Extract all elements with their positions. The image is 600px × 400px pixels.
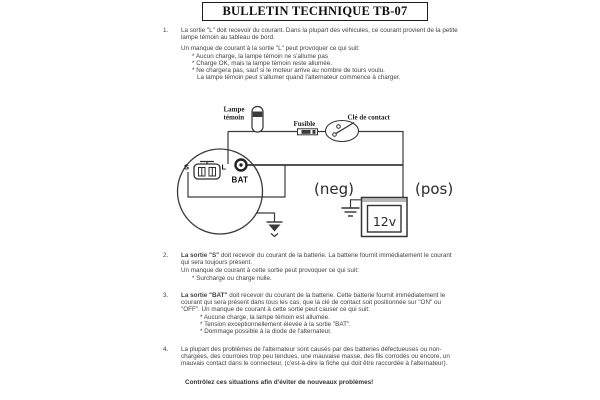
bullet-line: * Ne chargera pas, sauf si le moteur arrive au nombre de tours voulu.	[192, 67, 385, 75]
item-number: 1.	[163, 27, 169, 34]
wire-battery-ground	[351, 200, 363, 208]
item-paragraph: Un manque de courant à la sortie "L" peut provoquer ce qui suit:	[181, 45, 360, 53]
bat-terminal-label: BAT	[231, 175, 249, 185]
stator-connector	[194, 162, 220, 180]
terminal-s-label: S	[184, 162, 190, 172]
list-item-3	[163, 292, 458, 335]
indicator-lamp-icon	[252, 107, 263, 133]
item-body	[181, 27, 458, 81]
item-number: 3.	[163, 292, 169, 299]
item-lead-rest: doit recevoir du courant de la batterie. La batterie fournit immédiatement le courant qui sera toujours présent.	[181, 252, 452, 267]
item-paragraph	[181, 292, 458, 314]
bullet-list	[181, 53, 458, 82]
battery-voltage-label: 12v	[372, 214, 397, 229]
bullet-line: * Charge OK, mais la lampe témoin reste allumée.	[192, 59, 332, 67]
ignition-switch-label: Clé de contact	[347, 113, 390, 122]
fuse-icon	[298, 129, 318, 135]
item-body	[181, 252, 458, 282]
bullet-line: * Dommage possible à la diode de l'alternateur.	[200, 328, 332, 336]
lamp-label-line1: Lampe	[223, 105, 245, 114]
bullet-list	[181, 314, 458, 336]
alternator-ground-icon	[267, 222, 283, 237]
item-paragraph: La plupart des problèmes de l'alternateur sont causés par des batteries défectueuses ou non-chargées, des courroies trop peu tendues, une mauvaise masse, des fils corrodés ou encore, un mauvais contact dans le connecteur, (c'est-à-dire la fiche qui doit être raccordée à l'alternateur).	[181, 346, 450, 368]
item-body	[181, 292, 458, 335]
alternator-circle	[178, 149, 263, 234]
bullet-line: * Surcharge ou charge nulle.	[192, 274, 272, 282]
bullet-line: * Tension exceptionnellement élevée à la sortie "BAT".	[200, 320, 351, 328]
bat-terminal	[236, 160, 247, 171]
item-paragraph: Un manque de courant à cette sortie peut provoquer ce qui suit:	[181, 267, 359, 275]
pos-label: (pos)	[415, 180, 454, 198]
bulletin-title: BULLETIN TECHNIQUE TB-07	[222, 4, 408, 18]
item-lead-rest: doit recevoir du courant de la batterie. Cette batterie fournit immédiatement le courant qui sera présent dans tous les cas, que la clé de contact soit positionnée sur "ON" ou "OFF". Un manque de courant à cette sortie peut causer ce qui suit:	[181, 292, 446, 314]
item-number: 4.	[163, 346, 169, 353]
battery-ground-icon	[342, 208, 360, 216]
note-line: La lampe témoin peut s'allumer quand l'alternateur commence à charger.	[197, 74, 401, 82]
bullet-line: * Aucune charge, la lampe témoin est allumée.	[200, 313, 330, 321]
bullet-line: * Aucun charge, la lampe témoin ne s'allume pas	[192, 52, 328, 60]
item-lead: La sortie "BAT"	[181, 292, 228, 299]
item-number: 2.	[163, 252, 169, 259]
item-paragraph: La sortie "L" doit recevoir du courant. Dans la plupart des véhicules, ce courant provient de la petite lampe témoin au tableau de bord.	[181, 27, 458, 42]
item-lead: La sortie "S"	[181, 252, 220, 259]
wire-alternator-ground	[256, 213, 275, 222]
conclusion-line: Contrôlez ces situations afin d'éviter de nouveaux problèmes!	[185, 378, 374, 386]
battery-icon	[362, 198, 408, 237]
item-paragraph	[181, 252, 458, 266]
list-item-2	[163, 252, 458, 282]
neg-label: (neg)	[314, 180, 354, 198]
list-item-4	[163, 346, 458, 386]
list-item-1	[163, 27, 458, 81]
bullet-list	[181, 275, 458, 282]
lamp-label-line2: témoin	[223, 113, 245, 122]
fuse-label: Fusible	[293, 120, 316, 128]
terminal-l-label: L	[221, 162, 227, 172]
bulletin-title-box	[202, 2, 428, 21]
ignition-switch-icon	[326, 121, 359, 142]
item-body	[181, 346, 458, 386]
